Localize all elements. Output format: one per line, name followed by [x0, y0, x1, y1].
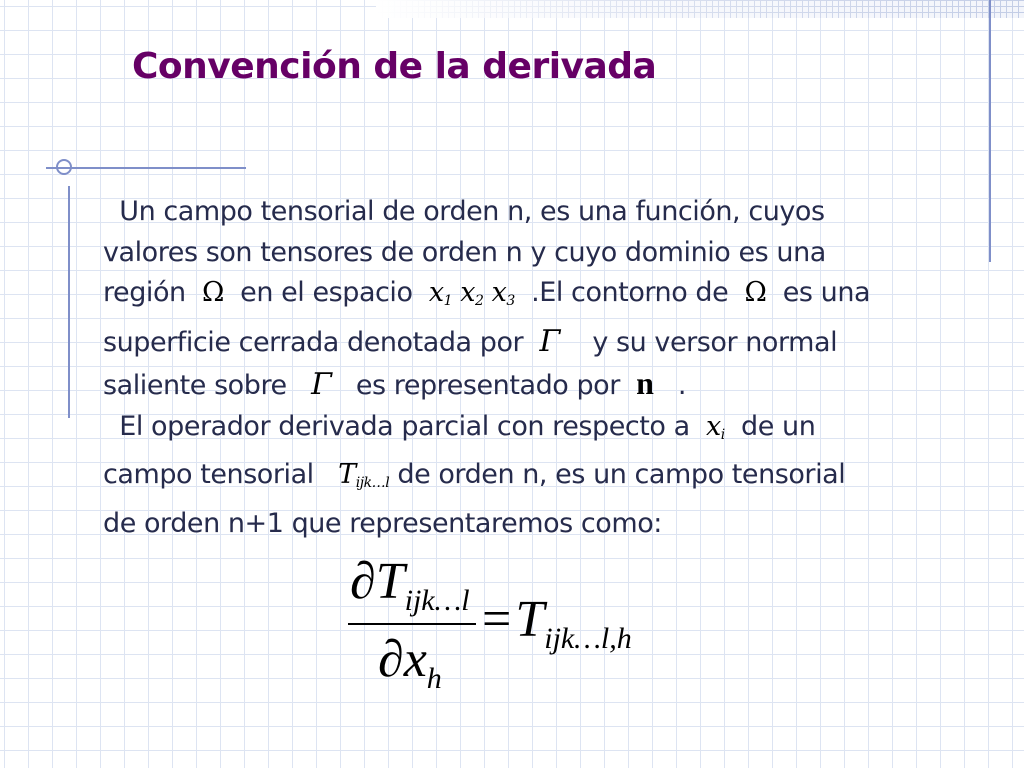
body-line	[103, 273, 953, 322]
fraction-bar	[348, 623, 476, 625]
body-line	[103, 504, 953, 545]
space-x1x2x3: $x_1$ $x_2$ $x_3$	[428, 277, 515, 309]
left-vertical-accent-line	[68, 186, 70, 418]
text-segment: campo tensorial	[103, 459, 314, 490]
text-segment: de un	[741, 410, 816, 442]
omega-symbol: Ω	[744, 277, 767, 308]
text-segment: de orden n, es un campo tensorial	[397, 459, 846, 490]
text-segment: región	[103, 277, 186, 308]
tensor-symbol: $T_{ijk\dots l}$	[338, 459, 390, 491]
equation-denominator: $\partial x_h$	[378, 631, 442, 695]
text-segment: superficie cerrada denotada por	[103, 326, 524, 358]
body-line	[103, 407, 953, 456]
text-segment: saliente sobre	[103, 370, 287, 401]
body-line	[103, 233, 953, 274]
text-segment: de orden n+1 que representaremos como:	[103, 507, 662, 539]
text-segment: en el espacio	[240, 277, 413, 308]
equation-right-hand-side: $=T_{ijk\dots l,h}$	[482, 591, 632, 655]
slide-body	[103, 192, 953, 544]
slide-title: Convención de la derivada	[132, 46, 657, 87]
omega-symbol: Ω	[201, 277, 224, 308]
left-horizontal-accent-line	[46, 167, 246, 169]
body-line	[103, 363, 953, 407]
paragraph-1	[103, 192, 953, 407]
body-line	[103, 322, 953, 364]
text-segment: .	[677, 370, 687, 401]
xi-symbol: $x_i$	[705, 410, 725, 443]
left-accent-circle	[56, 159, 72, 175]
top-band-fade	[376, 0, 1024, 18]
text-segment: es representado por	[355, 370, 620, 401]
equation-numerator: $\partial T_{ijk\dots l}$	[350, 553, 470, 617]
text-segment: y su versor normal	[592, 326, 838, 358]
body-line	[103, 455, 953, 504]
gamma-symbol: Γ	[311, 367, 332, 402]
paragraph-2	[103, 407, 953, 545]
gamma-symbol: Γ	[539, 323, 560, 359]
body-line	[103, 192, 953, 233]
text-segment: Un campo tensorial de orden n, es una función, cuyos	[119, 196, 825, 227]
text-segment: es una	[782, 277, 871, 308]
text-segment: valores son tensores de orden n y cuyo dominio es una	[103, 236, 826, 268]
text-segment: .El contorno de	[531, 277, 729, 308]
text-segment: El operador derivada parcial con respecto a	[119, 410, 690, 442]
right-accent-line	[989, 0, 991, 262]
equals-sign: =	[482, 591, 512, 648]
normal-vector-symbol: n	[636, 365, 654, 401]
